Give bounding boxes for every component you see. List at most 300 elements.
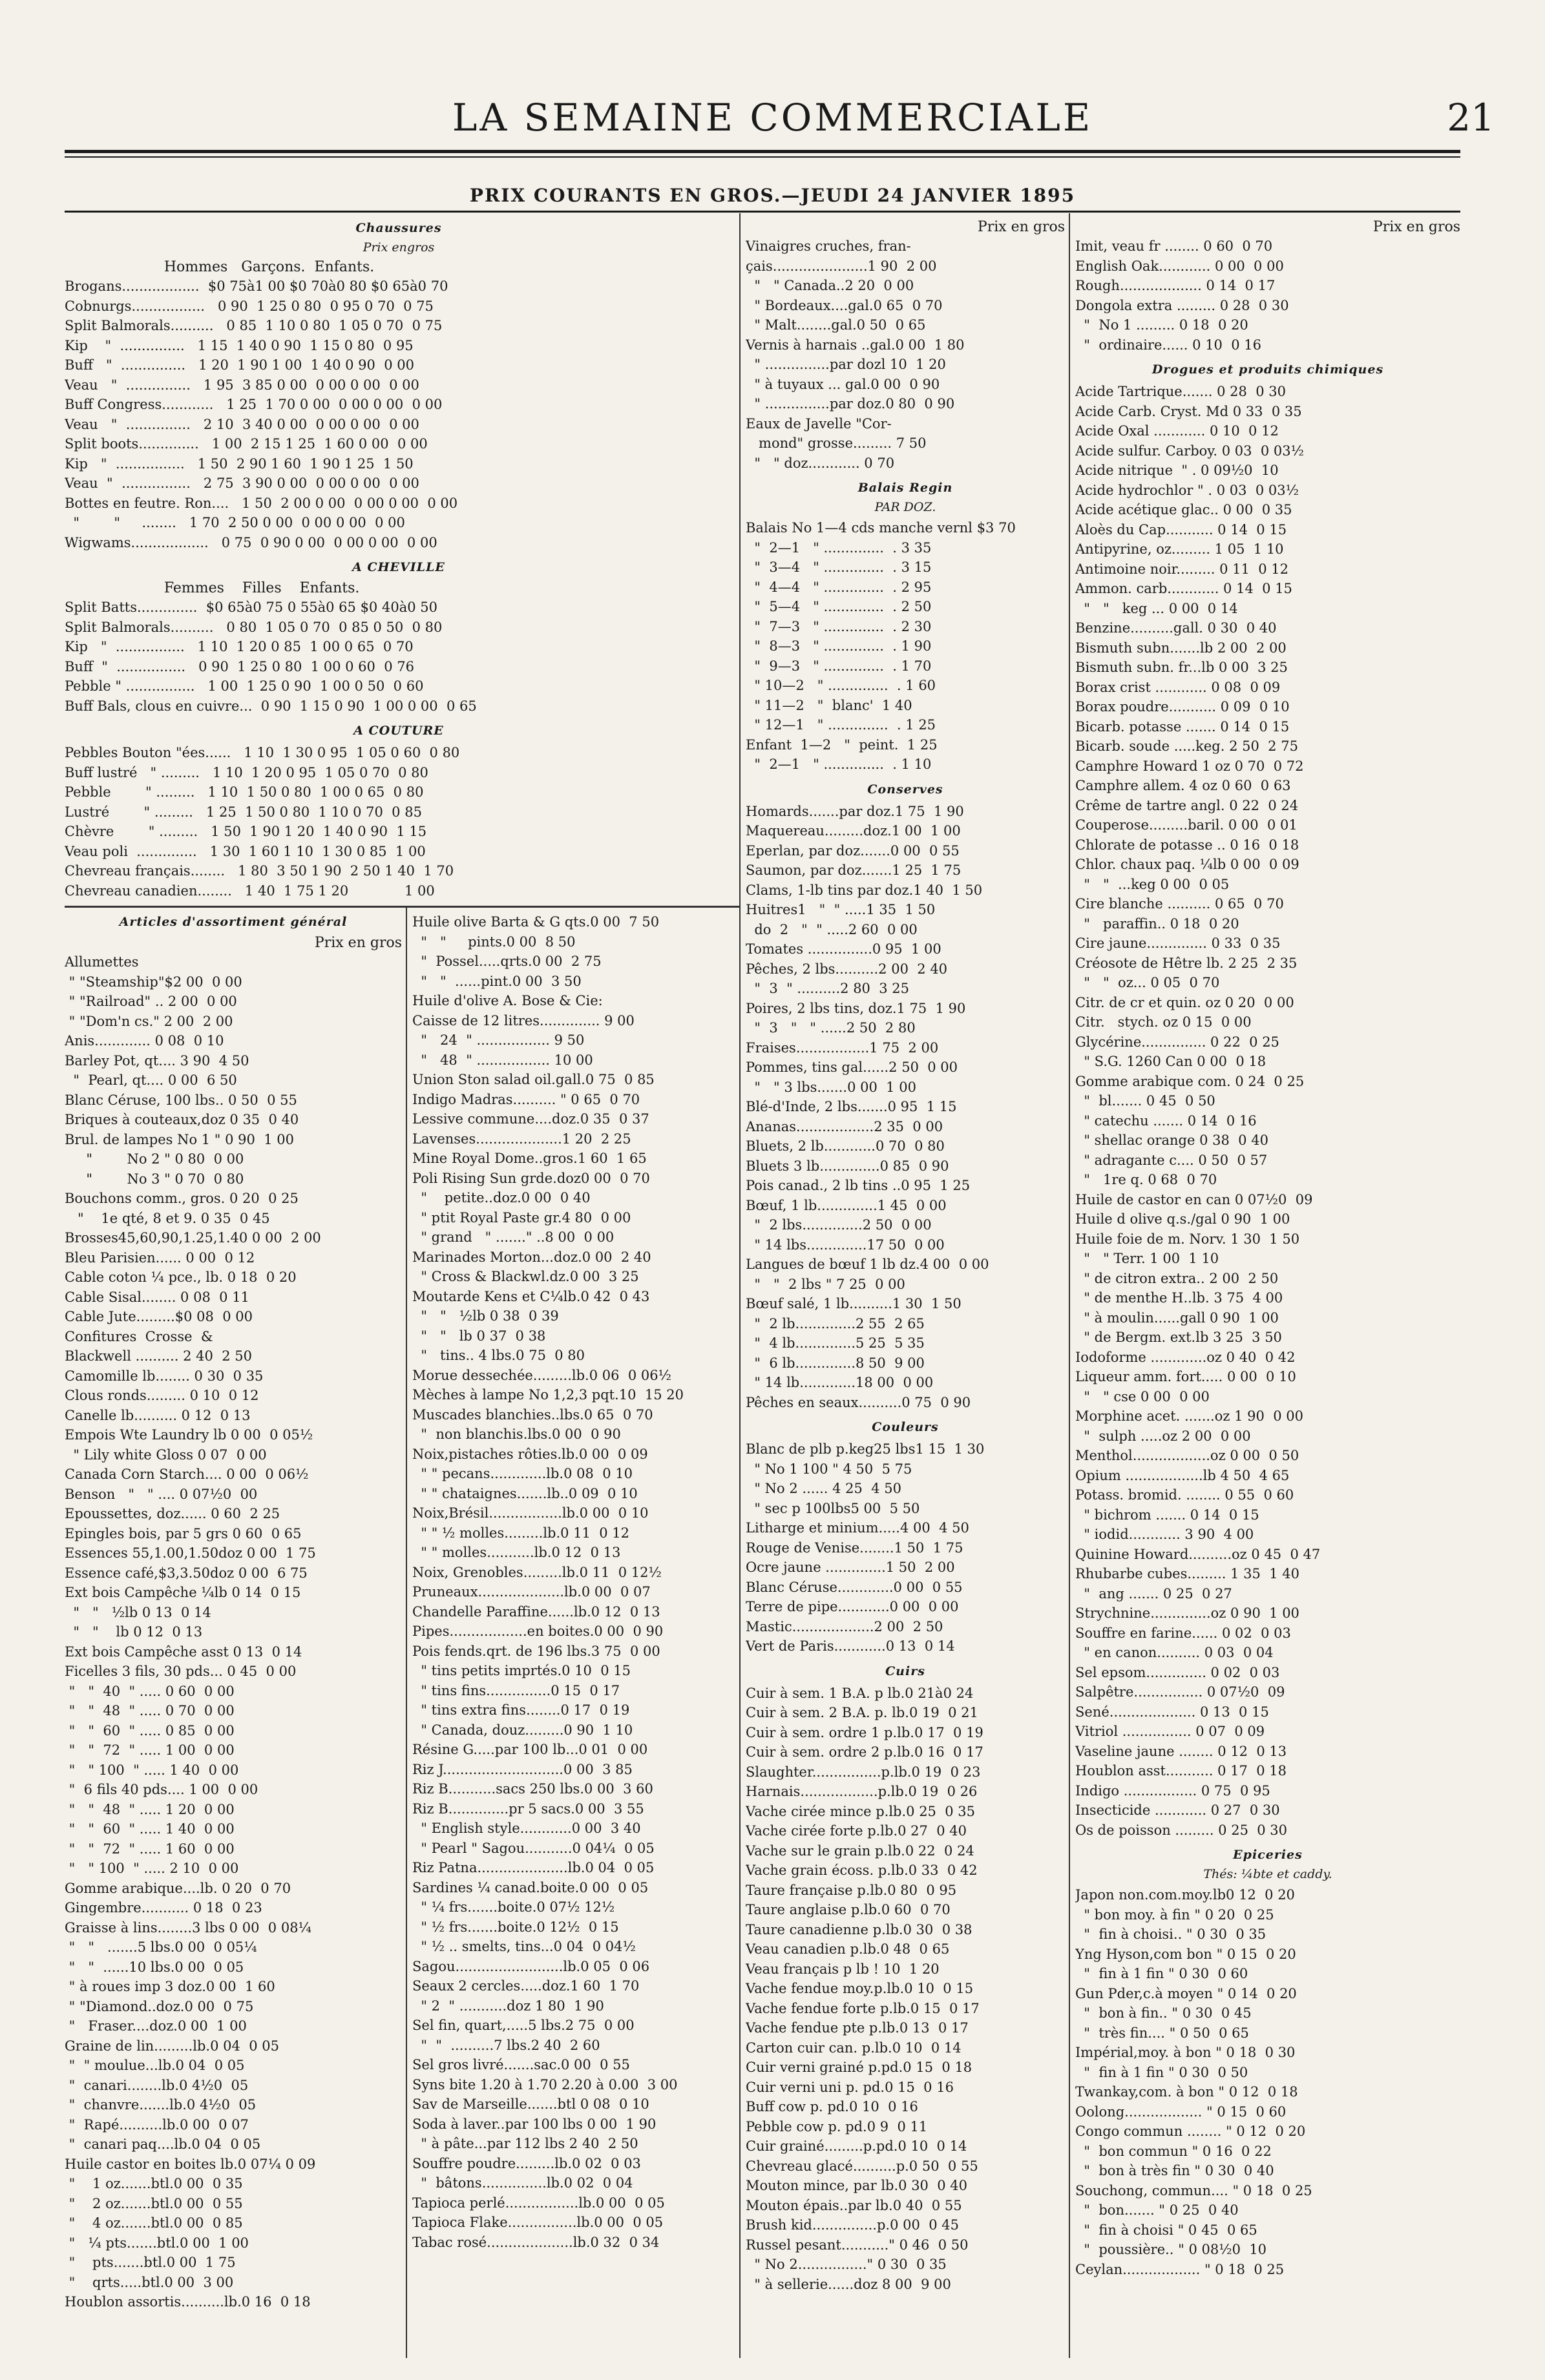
price-line: Bluets 3 lb..............0 85 0 90 (746, 1158, 949, 1174)
price-line: Oolong.................. " 0 15 0 60 (1075, 2103, 1287, 2120)
price-line: Union Ston salad oil.gall.0 75 0 85 (412, 1072, 655, 1087)
price-line: " 8—3 " .............. . 1 90 (746, 638, 932, 654)
price-line: Insecticide ............ 0 27 0 30 (1075, 1802, 1280, 1818)
price-line: " ...............par doz.0 80 0 90 (746, 396, 955, 412)
price-line: Gingembre........... 0 18 0 23 (65, 1900, 262, 1915)
price-line: " " ......pint.0 00 3 50 (412, 973, 582, 989)
price-line: " shellac orange 0 38 0 40 (1075, 1133, 1268, 1148)
price-line: " 1e qté, 8 et 9. 0 35 0 45 (65, 1210, 270, 1226)
price-line: Acide sulfur. Carboy. 0 03 0 03½ (1075, 443, 1304, 459)
price-line: " canari paq....lb.0 04 0 05 (65, 2136, 261, 2152)
price-line: " " ...keg 0 00 0 05 (1075, 876, 1230, 892)
price-line: Chèvre " ......... 1 50 1 90 1 20 1 40 0 90 1 15 (65, 824, 427, 839)
price-line: Eaux de Javelle "Cor- (746, 415, 892, 432)
price-line: Chevreau canadien........ 1 40 1 75 1 20 1 00 (65, 882, 435, 899)
price-line: Cuir verni grainé p.pd.0 15 0 18 (746, 2060, 972, 2075)
price-line: " " pints.0 00 8 50 (412, 934, 576, 950)
price-line: Kip " ................ 1 50 2 90 1 60 1 90 1 25 1 50 (65, 455, 414, 472)
page-subtitle: PRIX COURANTS EN GROS.—JEUDI 24 JANVIER 1895 (469, 185, 1076, 206)
price-line: Borax poudre........... 0 09 0 10 (1075, 699, 1290, 715)
price-line: Japon non.com.moy.lb0 12 0 20 (1075, 1887, 1295, 1903)
price-line: " Lily white Gloss 0 07 0 00 (65, 1446, 267, 1463)
price-line: Antimoine noir......... 0 11 0 12 (1075, 561, 1288, 577)
price-line: Vinaigres cruches, fran- (746, 238, 911, 254)
price-line: Acide Carb. Cryst. Md 0 33 0 35 (1075, 403, 1302, 419)
price-line: Ananas..................2 35 0 00 (746, 1118, 943, 1134)
section-title: A COUTURE (353, 724, 444, 738)
price-line: Vache sur le grain p.lb.0 22 0 24 (746, 1842, 974, 1859)
price-line: Indigo Madras.......... " 0 65 0 70 (412, 1091, 640, 1107)
price-line: " " moulue...lb.0 04 0 05 (65, 2058, 245, 2073)
price-line: Pêches, 2 lbs..........2 00 2 40 (746, 961, 948, 977)
price-line: Split boots.............. 1 00 2 15 1 25 1 60 0 00 0 00 (65, 436, 428, 452)
price-line: Epoussettes, doz...... 0 60 2 25 (65, 1506, 280, 1521)
price-line: Vache fendue pte p.lb.0 13 0 17 (746, 2020, 969, 2036)
price-line: Noix,pistaches rôties.lb.0 00 0 09 (412, 1446, 648, 1462)
price-line: " " 60 " ..... 1 40 0 00 (65, 1821, 235, 1837)
price-line: " 2 oz.......btl.0 00 0 55 (65, 2195, 243, 2211)
price-line: Acide Tartrique....... 0 28 0 30 (1075, 384, 1286, 399)
price-line: " très fin.... " 0 50 0 65 (1075, 2025, 1249, 2041)
price-line: Ext bois Campêche asst 0 13 0 14 (65, 1644, 302, 1660)
price-line: Slaughter................p.lb.0 19 0 23 (746, 1764, 981, 1780)
price-line: " 4 lb..............5 25 5 35 (746, 1335, 925, 1351)
price-line: " fin à choisi.. " 0 30 0 35 (1075, 1926, 1266, 1942)
price-line: Chandelle Paraffine......lb.0 12 0 13 (412, 1603, 660, 1620)
section-title: Articles d'assortiment général (119, 915, 348, 929)
page-title: LA SEMAINE COMMERCIALE (452, 96, 1093, 140)
price-line: " " Terr. 1 00 1 10 (1075, 1251, 1219, 1266)
price-line: Mine Royal Dome..gros.1 60 1 65 (412, 1151, 647, 1166)
price-line: Pois fends.qrt. de 196 lbs.3 75 0 00 (412, 1643, 660, 1659)
price-line: Cable Sisal........ 0 08 0 11 (65, 1289, 249, 1305)
price-line: " " lb 0 37 0 38 (412, 1328, 546, 1344)
column-separator-2 (1069, 213, 1070, 2358)
price-line: Chlor. chaux paq. ¼lb 0 00 0 09 (1075, 857, 1299, 872)
price-line: Veau canadien p.lb.0 48 0 65 (746, 1941, 950, 1957)
price-line: " No 2 " 0 80 0 00 (65, 1151, 244, 1167)
price-line: " 6 lb..............8 50 9 00 (746, 1355, 925, 1371)
price-line: Citr. de cr et quin. oz 0 20 0 00 (1075, 994, 1294, 1010)
price-line: Yng Hyson,com bon " 0 15 0 20 (1075, 1946, 1296, 1962)
price-line: " bon....... " 0 25 0 40 (1075, 2202, 1239, 2218)
price-line: Saumon, par doz.......1 25 1 75 (746, 862, 962, 878)
price-line: Buff Congress............ 1 25 1 70 0 00 0 00 0 00 0 00 (65, 397, 443, 412)
price-line: Moutarde Kens et C¼lb.0 42 0 43 (412, 1288, 650, 1304)
price-line: " sulph .....oz 2 00 0 00 (1075, 1428, 1251, 1444)
section-note: PAR DOZ. (874, 500, 936, 514)
price-line: " "Steamship"$2 00 0 00 (65, 974, 242, 990)
section-title: Cuirs (885, 1664, 925, 1678)
price-line: Huile foie de m. Norv. 1 30 1 50 (1075, 1231, 1300, 1247)
price-line: Pois canad., 2 lb tins ..0 95 1 25 (746, 1178, 971, 1193)
price-line: " bl....... 0 45 0 50 (1075, 1093, 1215, 1109)
price-line: Cuir à sem. ordre 2 p.lb.0 16 0 17 (746, 1744, 983, 1760)
price-line: Blanc de plb p.keg25 lbs1 15 1 30 (746, 1441, 985, 1457)
price-line: " grand " ......." ..8 00 0 00 (412, 1229, 615, 1245)
price-line: Cuir à sem. ordre 1 p.lb.0 17 0 19 (746, 1724, 983, 1740)
price-section (65, 560, 733, 716)
price-line: Huile de castor en can 0 07½0 09 (1075, 1191, 1313, 1207)
price-line: " de citron extra.. 2 00 2 50 (1075, 1270, 1279, 1286)
price-line: " " doz............ 0 70 (746, 455, 895, 471)
price-line: Pommes, tins gal......2 50 0 00 (746, 1060, 958, 1075)
price-line: Rhubarbe cubes......... 1 35 1 40 (1075, 1566, 1299, 1581)
price-line: " " 72 " ..... 1 00 0 00 (65, 1742, 235, 1758)
price-line: Cobnurgs................. 0 90 1 25 0 80 0 95 0 70 0 75 (65, 298, 434, 314)
price-line: " ½ frs.......boite.0 12½ 0 15 (412, 1919, 619, 1935)
price-line: Glycérine............... 0 22 0 25 (1075, 1034, 1279, 1050)
price-line: Os de poisson ......... 0 25 0 30 (1075, 1822, 1288, 1838)
price-line: " à sellerie......doz 8 00 9 00 (746, 2276, 951, 2292)
price-line: Cable coton ¼ pce., lb. 0 18 0 20 (65, 1269, 297, 1285)
price-line: Taure canadienne p.lb.0 30 0 38 (746, 1921, 972, 1937)
price-line: Potass. bromid. ........ 0 55 0 60 (1075, 1487, 1294, 1503)
price-line: Souchong, commun.... " 0 18 0 25 (1075, 2182, 1312, 2198)
price-line: " 3 " ..........2 80 3 25 (746, 981, 910, 996)
price-line: mond" grosse......... 7 50 (746, 435, 927, 451)
price-line: " 2 lbs..............2 50 0 00 (746, 1217, 932, 1233)
price-line: Barley Pot, qt.... 3 90 4 50 (65, 1052, 249, 1069)
price-heading: Prix en gros (977, 219, 1065, 235)
price-line: Bleu Parisien...... 0 00 0 12 (65, 1249, 255, 1266)
price-line: " 3—4 " .............. . 3 15 (746, 559, 932, 575)
price-line: " " .......5 lbs.0 00 0 05¼ (65, 1939, 257, 1955)
price-line: Cable Jute.........$0 08 0 00 (65, 1309, 253, 1324)
price-line: " Possel.....qrts.0 00 2 75 (412, 954, 602, 969)
drugs-teas-column (1075, 218, 1460, 2358)
price-line: Buff " ............... 1 20 1 90 1 00 1 40 0 90 0 00 (65, 357, 415, 373)
price-line: " " 48 " ..... 1 20 0 00 (65, 1801, 235, 1817)
price-line: Mastic...................2 00 2 50 (746, 1618, 943, 1634)
price-line: " bon commun " 0 16 0 22 (1075, 2143, 1272, 2159)
footwear-column (65, 218, 733, 903)
price-section (746, 1420, 1065, 1656)
price-line: Kip " ................ 1 10 1 20 0 85 1 00 0 65 0 70 (65, 639, 414, 654)
price-line: " paraffin.. 0 18 0 20 (1075, 915, 1239, 932)
price-line: " non blanchis.lbs.0 00 0 90 (412, 1426, 621, 1442)
price-line: Vache grain écoss. p.lb.0 33 0 42 (746, 1863, 978, 1878)
price-line: " No 1 100 " 4 50 5 75 (746, 1461, 912, 1477)
price-line: " " 100 " ..... 1 40 0 00 (65, 1762, 239, 1778)
price-line: Mèches à lampe No 1,2,3 pqt.10 15 20 (412, 1387, 684, 1403)
price-line: Huile d olive q.s./gal 0 90 1 00 (1075, 1211, 1290, 1227)
price-line: Allumettes (65, 954, 139, 970)
price-line: " No 3 " 0 70 0 80 (65, 1171, 244, 1187)
price-line: Brul. de lampes No 1 " 0 90 1 00 (65, 1131, 295, 1147)
price-line: Russel pesant..........." 0 46 0 50 (746, 2237, 969, 2253)
section-title: Couleurs (872, 1420, 939, 1434)
price-line: Bismuth subn. fr...lb 0 00 3 25 (1075, 660, 1288, 675)
price-line: Bœuf, 1 lb..............1 45 0 00 (746, 1197, 947, 1213)
price-line: Impérial,moy. à bon " 0 18 0 30 (1075, 2045, 1296, 2060)
price-line: Salpêtre................ 0 07½0 09 (1075, 1684, 1285, 1700)
price-line: Acide hydrochlor " . 0 03 0 03½ (1075, 482, 1299, 498)
price-line: Acide acétique glac.. 0 00 0 35 (1075, 502, 1292, 517)
price-line: Souffre poudre.........lb.0 02 0 03 (412, 2155, 641, 2171)
price-line: " 12—1 " .............. . 1 25 (746, 717, 936, 733)
price-line: Mouton épais..par lb.0 40 0 55 (746, 2197, 962, 2213)
price-line: Benson " " .... 0 07½0 00 (65, 1486, 258, 1502)
price-line: Blé-d'Inde, 2 lbs.......0 95 1 15 (746, 1099, 957, 1114)
price-line: " ½ .. smelts, tins...0 04 0 04½ (412, 1939, 636, 1954)
price-line: Cire blanche .......... 0 65 0 70 (1075, 896, 1284, 912)
price-line: Split Batts.............. $0 65à0 75 0 55à0 65 $0 40à0 50 (65, 600, 437, 615)
price-line: Sav de Marseille.......btl 0 08 0 10 (412, 2096, 649, 2112)
price-line: Chlorate de potasse .. 0 16 0 18 (1075, 837, 1299, 853)
price-line: " " pecans.............lb.0 08 0 10 (412, 1466, 633, 1481)
price-line: Cuir à sem. 2 B.A. p. lb.0 19 0 21 (746, 1705, 978, 1720)
price-line: Borax crist ............ 0 08 0 09 (1075, 679, 1281, 695)
price-line: Acide Oxal ............ 0 10 0 12 (1075, 423, 1279, 439)
price-line: Iodoforme .............oz 0 40 0 42 (1075, 1349, 1296, 1365)
price-line: " 1 oz.......btl.0 00 0 35 (65, 2176, 243, 2191)
price-line: " No 2................" 0 30 0 35 (746, 2257, 947, 2272)
price-line: " qrts.....btl.0 00 3 00 (65, 2274, 234, 2290)
price-line: " "Diamond..doz.0 00 0 75 (65, 1998, 254, 2014)
price-line: Huile d'olive A. Bose & Cie: (412, 993, 603, 1008)
price-line: " fin à 1 fin " 0 30 0 50 (1075, 2064, 1248, 2080)
price-line: " 4—4 " .............. . 2 95 (746, 579, 932, 595)
price-line: Vache fendue moy.p.lb.0 10 0 15 (746, 1981, 974, 1996)
price-line: " de Bergm. ext.lb 3 25 3 50 (1075, 1330, 1282, 1345)
price-line: English Oak............ 0 00 0 00 (1075, 258, 1284, 274)
price-line: " iodid............ 3 90 4 00 (1075, 1527, 1254, 1542)
general-assortment-column (65, 912, 402, 2358)
price-line: Huitres1 " " .....1 35 1 50 (746, 902, 936, 917)
price-line: " Bordeaux....gal.0 65 0 70 (746, 297, 943, 313)
price-line: " 2—1 " .............. . 3 35 (746, 539, 932, 556)
price-line: Blanc Céruse.............0 00 0 55 (746, 1579, 963, 1595)
price-line: Caisse de 12 litres.............. 9 00 (412, 1012, 635, 1028)
price-line: " " lb 0 12 0 13 (65, 1624, 203, 1640)
price-line: Créosote de Hêtre lb. 2 25 2 35 (1075, 955, 1298, 971)
price-line: Aloès du Cap........... 0 14 0 15 (1075, 521, 1287, 538)
price-line: " 2 lb..............2 55 2 65 (746, 1315, 925, 1331)
price-line: Camphre allem. 4 oz 0 60 0 63 (1075, 778, 1291, 793)
price-line: Wigwams.................. 0 75 0 90 0 00 0 00 0 00 0 00 (65, 534, 437, 550)
price-section (746, 481, 1065, 775)
price-line: Sel epsom.............. 0 02 0 03 (1075, 1664, 1280, 1680)
price-line: Syns bite 1.20 à 1.70 2.20 à 0.00 3 00 (412, 2076, 678, 2093)
price-line: Riz Patna.....................lb.0 04 0 05 (412, 1860, 655, 1875)
price-line: Rough................... 0 14 0 17 (1075, 278, 1276, 293)
page-number: 21 (1447, 96, 1495, 140)
price-line: Noix,Brésil.................lb.0 00 0 10 (412, 1505, 649, 1521)
price-line: Brosses45,60,90,1.25,1.40 0 00 2 00 (65, 1230, 321, 1246)
price-line: Veau poli .............. 1 30 1 60 1 10 1 30 0 85 1 00 (65, 843, 426, 859)
price-line: Graine de lin.........lb.0 04 0 05 (65, 2038, 279, 2054)
price-line: " ¼ frs.......boite.0 07½ 12½ (412, 1899, 615, 1915)
price-line: " " ..........7 lbs.2 40 2 60 (412, 2037, 600, 2053)
price-line: " 48 " ................. 10 00 (412, 1052, 593, 1068)
price-line: " ¼ pts.......btl.0 00 1 00 (65, 2235, 249, 2251)
price-line: Bicarb. soude .....keg. 2 50 2 75 (1075, 738, 1298, 754)
price-line: Anis............. 0 08 0 10 (65, 1033, 224, 1049)
price-line: " " 48 " ..... 0 70 0 00 (65, 1703, 235, 1718)
price-line: Chevreau français........ 1 80 3 50 1 90 2 50 1 40 1 70 (65, 863, 454, 879)
header-rule-thick (65, 150, 1460, 153)
price-line: " No 1 ......... 0 18 0 20 (1075, 317, 1248, 333)
price-line: " Canada, douz.........0 90 1 10 (412, 1722, 633, 1738)
price-section (1075, 362, 1460, 1840)
price-line: Sel gros livré.......sac.0 00 0 55 (412, 2057, 630, 2072)
price-line: Tapioca Flake................lb.0 00 0 05 (412, 2215, 664, 2230)
price-line: Pruneaux....................lb.0 00 0 07 (412, 1584, 651, 1600)
header-rule-thin (65, 156, 1460, 158)
price-line: Epingles bois, par 5 grs 0 60 0 65 (65, 1525, 302, 1541)
price-line: Pêches en seaux..........0 75 0 90 (746, 1394, 971, 1410)
price-line: " 2—1 " .............. . 1 10 (746, 757, 932, 772)
price-line: Camomille lb........ 0 30 0 35 (65, 1368, 264, 1384)
price-line: Sardines ¼ canad.boite.0 00 0 05 (412, 1879, 649, 1895)
price-line: " Rapé..........lb.0 00 0 07 (65, 2116, 249, 2133)
column-separator-1b (406, 908, 407, 2358)
price-line: " " 40 " ..... 0 60 0 00 (65, 1683, 235, 1699)
price-line: Résine G.....par 100 lb...0 01 0 00 (412, 1742, 648, 1757)
price-line: Pipes..................en boites.0 00 0 90 (412, 1623, 664, 1639)
price-line: Bismuth subn.......lb 2 00 2 00 (1075, 640, 1287, 656)
price-line: " tins extra fins........0 17 0 19 (412, 1702, 630, 1718)
price-line: " 4 oz.......btl.0 00 0 85 (65, 2215, 243, 2231)
price-line: " " Canada..2 20 0 00 (746, 278, 914, 293)
price-line: Vernis à harnais ..gal.0 00 1 80 (746, 337, 965, 353)
price-line: Taure anglaise p.lb.0 60 0 70 (746, 1902, 951, 1917)
price-line: Clams, 1-lb tins par doz.1 40 1 50 (746, 882, 983, 898)
price-line: Huile castor en boites lb.0 07¼ 0 09 (65, 2156, 316, 2172)
price-line: Chevreau glacé..........p.0 50 0 55 (746, 2158, 978, 2174)
price-section (1075, 236, 1460, 355)
price-line: Sel fin, quart,.....5 lbs.2 75 0 00 (412, 2018, 635, 2033)
section-title: Drogues et produits chimiques (1151, 362, 1384, 377)
price-line: Tabac rosé....................lb.0 32 0 34 (412, 2234, 660, 2250)
price-line: Buff " ................ 0 90 1 25 0 80 1 00 0 60 0 76 (65, 658, 415, 674)
section-title: Conserves (867, 782, 943, 797)
price-line: " 24 " ................. 9 50 (412, 1032, 585, 1048)
price-line: " " keg ... 0 00 0 14 (1075, 600, 1238, 616)
price-line: " " molles...........lb.0 12 0 13 (412, 1545, 621, 1560)
price-line: Bouchons comm., gros. 0 20 0 25 (65, 1191, 299, 1206)
price-line: " 14 lbs..............17 50 0 00 (746, 1237, 945, 1253)
price-line: do 2 " " .....2 60 0 00 (746, 921, 918, 937)
price-line: Noix, Grenobles.........lb.0 11 0 12½ (412, 1564, 662, 1580)
section-title: Chaussures (355, 221, 442, 235)
price-line: Briques à couteaux,doz 0 35 0 40 (65, 1112, 299, 1127)
price-line: " 14 lb.............18 00 0 00 (746, 1375, 934, 1390)
price-line: Terre de pipe............0 00 0 00 (746, 1599, 959, 1614)
price-line: Mouton mince, par lb.0 30 0 40 (746, 2178, 968, 2193)
price-line: Lustré " ......... 1 25 1 50 0 80 1 10 0 70 0 85 (65, 804, 422, 820)
price-line: Veau " ............... 2 10 3 40 0 00 0 00 0 00 0 00 (65, 416, 419, 432)
price-line: Confitures Crosse & (65, 1328, 213, 1344)
price-line: Vache cirée forte p.lb.0 27 0 40 (746, 1823, 967, 1839)
price-line: Lessive commune....doz.0 35 0 37 (412, 1111, 649, 1127)
price-line: Rouge de Venise........1 50 1 75 (746, 1540, 963, 1556)
price-line: Indigo ................. 0 75 0 95 (1075, 1782, 1270, 1799)
price-line: " petite..doz.0 00 0 40 (412, 1190, 591, 1206)
price-heading: Prix en gros (1372, 219, 1460, 235)
price-line: " " 2 lbs " 7 25 0 00 (746, 1276, 905, 1292)
price-line: Essence café,$3,3.50doz 0 00 6 75 (65, 1565, 308, 1581)
price-line: " 9—3 " .............. . 1 70 (746, 658, 932, 674)
price-line: Vache fendue forte p.lb.0 15 0 17 (746, 2000, 980, 2016)
price-line: Blackwell .......... 2 40 2 50 (65, 1348, 252, 1364)
column-separator-1 (739, 213, 741, 2358)
price-line: Carton cuir can. p.lb.0 10 0 14 (746, 2040, 962, 2056)
price-line: Empois Wte Laundry lb 0 00 0 05½ (65, 1427, 313, 1443)
price-line: " Fraser....doz.0 00 1 00 (65, 2018, 247, 2034)
price-line: " bon à fin.. " 0 30 0 45 (1075, 2005, 1252, 2021)
price-line: Maquereau.........doz.1 00 1 00 (746, 823, 961, 839)
price-line: " tins fins...............0 15 0 17 (412, 1682, 620, 1698)
price-line: Vache cirée mince p.lb.0 25 0 35 (746, 1803, 976, 1819)
price-line: Brogans.................. $0 75à1 00 $0 70à0 80 $0 65à0 70 (65, 278, 448, 294)
price-line: Poli Rising Sun grde.doz0 00 0 70 (412, 1170, 650, 1186)
price-line: Antipyrine, oz......... 1 05 1 10 (1075, 541, 1284, 557)
price-line: Muscades blanchies..lbs.0 65 0 70 (412, 1406, 653, 1423)
section-separator (65, 906, 739, 908)
price-line: " " 3 lbs.......0 00 1 00 (746, 1079, 916, 1095)
price-line: " sec p 100lbs5 00 5 50 (746, 1500, 920, 1516)
price-line: " ang ....... 0 25 0 27 (1075, 1585, 1232, 1602)
price-line: " " ½lb 0 13 0 14 (65, 1604, 211, 1620)
price-line: " à pâte...par 112 lbs 2 40 2 50 (412, 2136, 638, 2151)
price-line: Cuir à sem. 1 B.A. p lb.0 21à0 24 (746, 1685, 974, 1701)
column-header: Hommes Garçons. Enfants. (65, 259, 375, 275)
price-line: Strychnine..............oz 0 90 1 00 (1075, 1605, 1299, 1621)
price-line: " à tuyaux ... gal.0 00 0 90 (746, 376, 940, 392)
price-line: Gomme arabique com. 0 24 0 25 (1075, 1073, 1305, 1089)
price-line: " " ......10 lbs.0 00 0 05 (65, 1959, 244, 1975)
price-line: " " ½ molles.........lb.0 11 0 12 (412, 1525, 630, 1541)
preserves-leather-column (746, 218, 1065, 2358)
price-line: Menthol..................oz 0 00 0 50 (1075, 1448, 1299, 1463)
price-line: Morphine acet. .......oz 1 90 0 00 (1075, 1408, 1303, 1424)
price-section (65, 221, 733, 552)
price-line: Imit, veau fr ........ 0 60 0 70 (1075, 238, 1273, 254)
price-line: " catechu ....... 0 14 0 16 (1075, 1112, 1257, 1129)
price-line: " 7—3 " .............. . 2 30 (746, 618, 932, 634)
price-line: çais......................1 90 2 00 (746, 258, 937, 274)
page-header (0, 0, 1545, 207)
price-line: " 1re q. 0 68 0 70 (1075, 1172, 1217, 1187)
price-line: Benzine..........gall. 0 30 0 40 (1075, 620, 1277, 636)
price-line: Essences 55,1.00,1.50doz 0 00 1 75 (65, 1545, 316, 1561)
price-line: Bœuf salé, 1 lb..........1 30 1 50 (746, 1296, 962, 1311)
section-title: Epiceries (1233, 1848, 1303, 1862)
price-line: Ceylan.................. " 0 18 0 25 (1075, 2261, 1285, 2277)
price-line: " bon moy. à fin " 0 20 0 25 (1075, 1906, 1274, 1923)
price-line: Split Balmorals.......... 0 85 1 10 0 80 1 05 0 70 0 75 (65, 318, 443, 333)
price-line: Quinine Howard..........oz 0 45 0 47 (1075, 1546, 1321, 1562)
price-line: Riz B..............pr 5 sacs.0 00 3 55 (412, 1801, 644, 1817)
price-line: Souffre en farine...... 0 02 0 03 (1075, 1625, 1291, 1641)
price-line: Lavenses....................1 20 2 25 (412, 1131, 631, 1147)
section-title: A CHEVILLE (352, 560, 445, 574)
price-line: Buff Bals, clous en cuivre... 0 90 1 15 0 90 1 00 0 00 0 65 (65, 698, 477, 714)
price-line: Cire jaune.............. 0 33 0 35 (1075, 935, 1281, 951)
price-line: Balais No 1—4 cds manche vernl $3 70 (746, 520, 1016, 536)
price-line: " bichrom ....... 0 14 0 15 (1075, 1507, 1259, 1523)
price-section (1075, 1848, 1460, 2279)
price-line: Harnais..................p.lb.0 19 0 26 (746, 1784, 978, 1799)
price-line: " de menthe H..lb. 3 75 4 00 (1075, 1290, 1283, 1306)
price-line: " 11—2 " blanc' 1 40 (746, 697, 912, 713)
price-line: Vitriol ................ 0 07 0 09 (1075, 1724, 1265, 1739)
price-line: Split Balmorals.......... 0 80 1 05 0 70 0 85 0 50 0 80 (65, 619, 443, 635)
price-line: " à roues imp 3 doz.0 00 1 60 (65, 1979, 275, 1994)
price-line: Langues de bœuf 1 lb dz.4 00 0 00 (746, 1257, 989, 1272)
